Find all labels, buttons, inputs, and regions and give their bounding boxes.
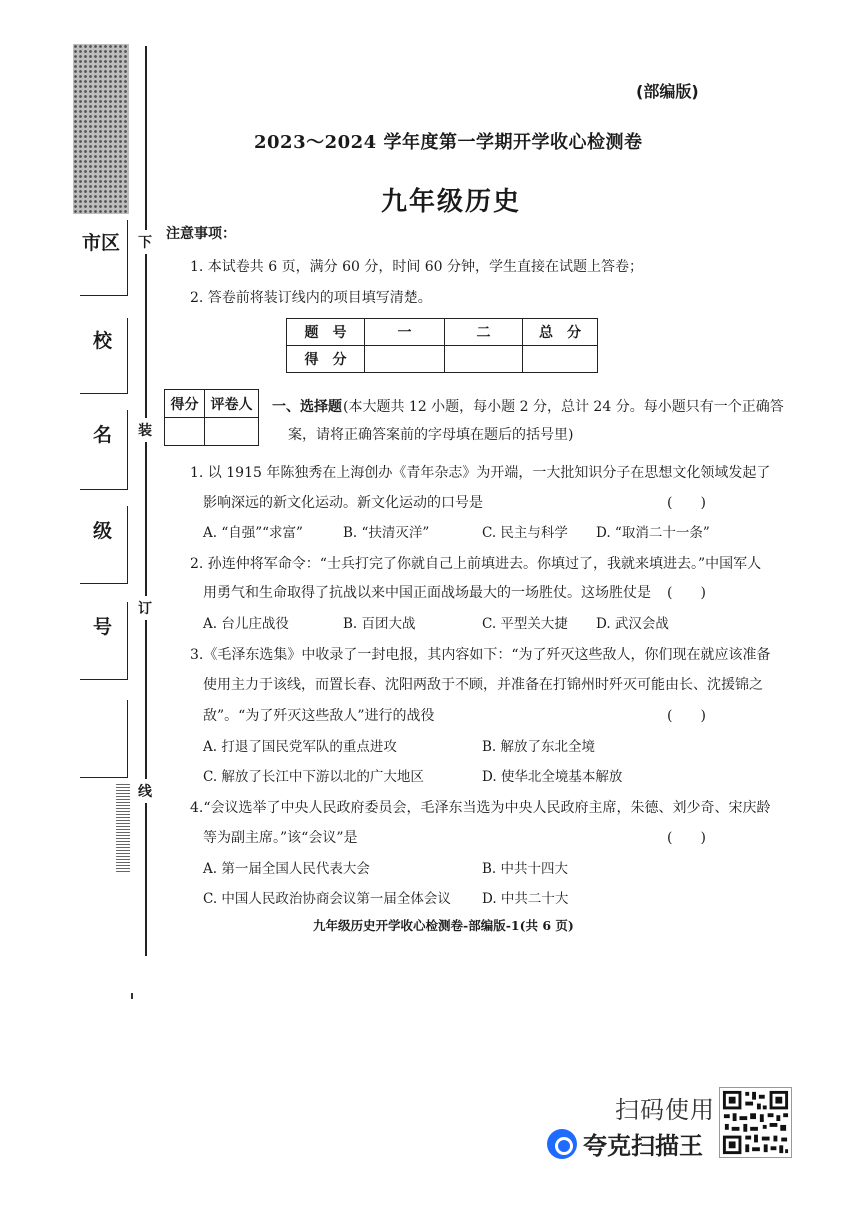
- answer-paren: ( ): [667, 495, 706, 511]
- question-1-line: 影响深远的新文化运动。新文化运动的口号是: [203, 495, 483, 511]
- scan-tick: [131, 993, 133, 999]
- question-2-option: D. 武汉会战: [596, 616, 669, 632]
- question-4-line: 4.“会议选举了中央人民政府委员会，毛泽东当选为中央人民政府主席，朱德、刘少奇、宋庆龄: [190, 800, 771, 816]
- question-3-line: 敌”。“为了歼灭这些敌人”进行的战役: [203, 708, 435, 724]
- score-cell: [365, 346, 445, 373]
- question-3-line: 3.《毛泽东选集》中收录了一封电报，其内容如下：“为了歼灭这些敌人，你们现在就应该准备: [190, 647, 771, 663]
- binding-mark: 订: [138, 596, 152, 620]
- binding-label-name: 名: [93, 424, 113, 446]
- question-1-option: A. “自强”“求富”: [203, 525, 303, 541]
- grader-table: [164, 389, 259, 446]
- binding-label-district: 市区: [82, 232, 121, 254]
- brand-watermark: [547, 1126, 703, 1161]
- binding-mark: 装: [138, 418, 152, 442]
- grader-score-label: 得分: [165, 390, 205, 418]
- question-3-option: C. 解放了长江中下游以北的广大地区: [203, 769, 424, 785]
- subject-title: 九年级历史: [381, 187, 522, 217]
- page-footer: 九年级历史开学收心检测卷-部编版-1(共 6 页): [313, 918, 574, 933]
- question-4-option: A. 第一届全国人民代表大会: [203, 861, 370, 877]
- brand-name: 夸克扫描王: [583, 1132, 703, 1160]
- score-header-cell: 题 号: [287, 319, 365, 346]
- answer-paren: ( ): [667, 585, 706, 601]
- question-4-line: 等为副主席。”该“会议”是: [203, 830, 358, 846]
- quark-logo-icon: [547, 1129, 577, 1159]
- binding-label-class: 级: [93, 520, 113, 542]
- question-1-option: D. “取消二十一条”: [596, 525, 710, 541]
- binding-field-box: [80, 700, 128, 778]
- score-header-cell: 二: [445, 319, 523, 346]
- question-2-line: 2. 孙连仲将军命令：“士兵打完了你就自己上前填进去。你填过了，我就来填进去。”中国军人: [190, 556, 762, 572]
- question-3-option: A. 打退了国民党军队的重点进攻: [203, 739, 397, 755]
- binding-label-number: 号: [93, 616, 113, 638]
- score-row-label: 得 分: [287, 346, 365, 373]
- section-desc: (本大题共 12 小题，每小题 2 分，总计 24 分。每小题只有一个正确答: [343, 399, 784, 415]
- section-title: 一、选择题: [272, 399, 342, 415]
- question-2-option: C. 平型关大捷: [482, 616, 568, 632]
- question-2-option: B. 百团大战: [343, 616, 416, 632]
- scan-prompt: 扫码使用: [615, 1096, 715, 1124]
- grader-cell: [165, 418, 205, 446]
- question-1-line: 1. 以 1915 年陈独秀在上海创办《青年杂志》为开端，一大批知识分子在思想文化领域发起了: [190, 465, 771, 481]
- question-3-option: D. 使华北全境基本解放: [482, 769, 623, 785]
- binding-line: [145, 46, 147, 956]
- binding-mark: 线: [138, 779, 152, 803]
- answer-paren: ( ): [667, 830, 706, 846]
- note-item: 1. 本试卷共 6 页，满分 60 分，时间 60 分钟，学生直接在试题上答卷；: [190, 259, 644, 275]
- question-2-line: 用勇气和生命取得了抗战以来中国正面战场最大的一场胜仗。这场胜仗是: [203, 585, 651, 601]
- question-2-option: A. 台儿庄战役: [203, 616, 289, 632]
- question-3-line: 使用主力于该线，而置长春、沈阳两敌于不顾，并准备在打锦州时歼灭可能由长、沈援锦之: [203, 677, 763, 693]
- grader-cell: [205, 418, 259, 446]
- grader-name-label: 评卷人: [205, 390, 259, 418]
- question-4-option: D. 中共二十大: [482, 891, 569, 907]
- question-1-option: C. 民主与科学: [482, 525, 568, 541]
- score-header-cell: 一: [365, 319, 445, 346]
- question-4-option: C. 中国人民政治协商会议第一届全体会议: [203, 891, 451, 907]
- question-4-option: B. 中共十四大: [482, 861, 569, 877]
- score-cell: [445, 346, 523, 373]
- edition-label: (部编版): [636, 82, 699, 101]
- binding-mark: 下: [138, 230, 152, 254]
- qr-code-icon[interactable]: [719, 1087, 792, 1158]
- halftone-pattern: [73, 44, 129, 214]
- section-desc: 案，请将正确答案前的字母填在题后的括号里): [288, 427, 574, 443]
- score-table: [286, 318, 598, 373]
- score-header-cell: 总 分: [523, 319, 598, 346]
- notes-heading: 注意事项：: [166, 226, 236, 242]
- question-1-option: B. “扶清灭洋”: [343, 525, 430, 541]
- binding-label-school: 校: [93, 330, 113, 352]
- exam-title: 2023～2024 学年度第一学期开学收心检测卷: [254, 132, 643, 153]
- note-item: 2. 答卷前将装订线内的项目填写清楚。: [190, 290, 432, 306]
- score-cell: [523, 346, 598, 373]
- scan-noise: [116, 782, 130, 872]
- answer-paren: ( ): [667, 708, 706, 724]
- question-3-option: B. 解放了东北全境: [482, 739, 596, 755]
